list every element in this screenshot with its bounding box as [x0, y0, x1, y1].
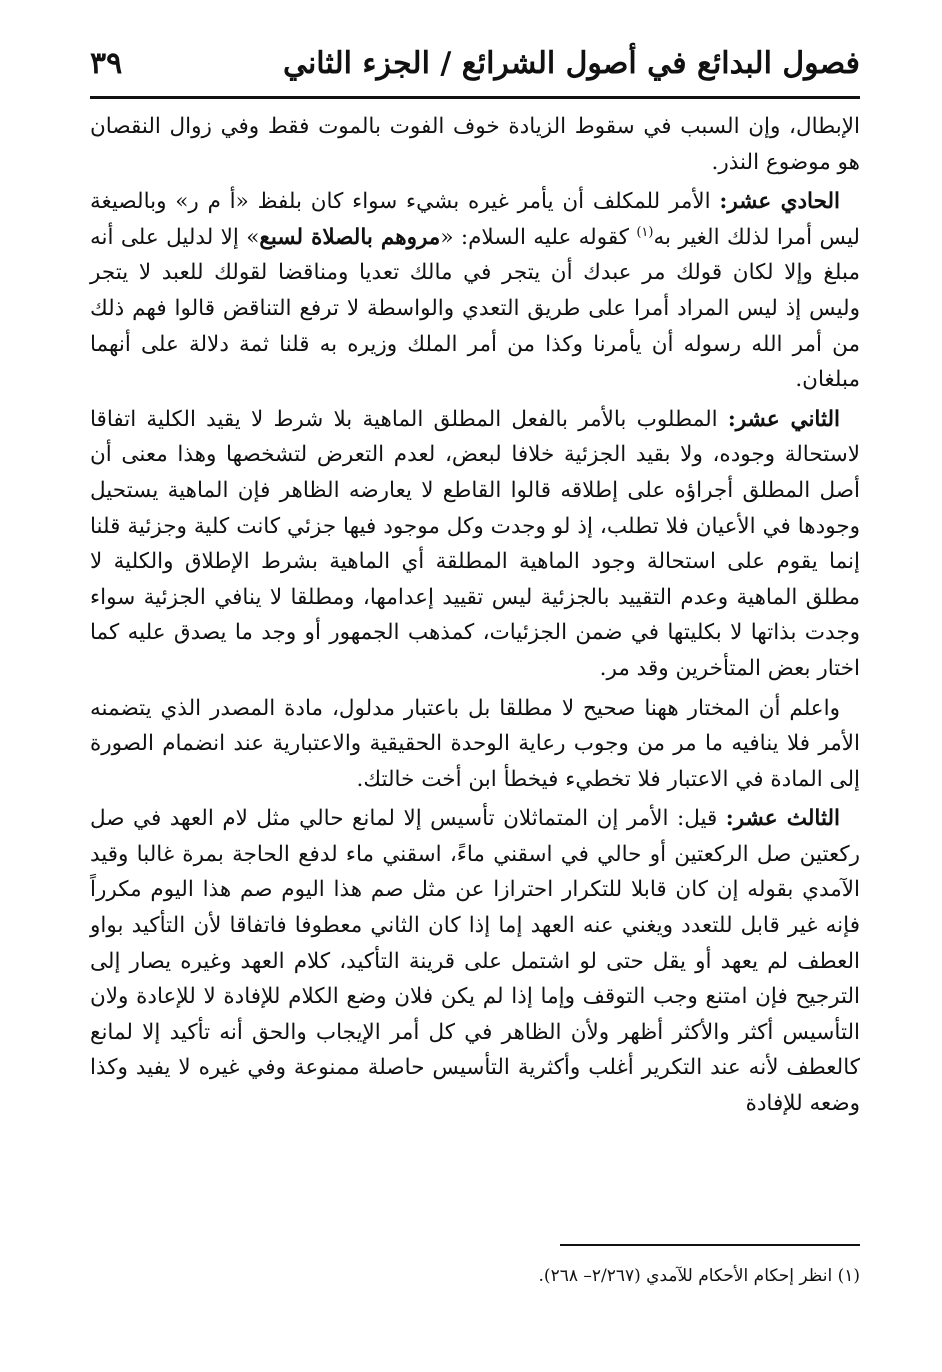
footnote-rule	[560, 1244, 860, 1246]
document-page	[90, 36, 860, 1372]
footnote-reference: (١)	[636, 224, 654, 240]
text-run: قيل: الأمر إن المتماثلان تأسيس إلا لمانع حالي مثل لام العهد في صل ركعتين صل الركعتين أو حالي في اسقني ماءً، اسقني ماء لدفع الحاجة بمرة غالبا وقيد الآمدي بقوله إن كان قابلا للتكرار احترازا عن مثل صم هذا اليوم صم هذا اليوم مكرراً فإنه غير قابل للتعدد ويغني عنه العهد إما إذا كان الثاني معطوفا فاتفاقا لأن التأكيد بواو العطف لم يعهد أو يقل حتى لو اشتمل على قرينة التأكيد، كلام العهد وغيره يصار إلى الترجيح فإن امتنع وجب التوقف وإما إذا لم يكن فلان وضع الكلام للإفادة لا للإعادة ولان التأسيس أكثر والأكثر أظهر ولأن الظاهر في كل أمر الإيجاب والحق أنه تأكيد إلا لمانع كالعطف لأنه عند التكرير أغلب وأكثرية التأسيس حاصلة ممنوعة وفي غيره لا يفيد وكذا وضعه للإفادة	[90, 806, 860, 1117]
section-heading: الحادي عشر:	[719, 189, 840, 215]
hadith-quote: مروهم بالصلاة لسبع	[259, 224, 441, 250]
text-run: الإبطال، وإن السبب في سقوط الزيادة خوف الفوت بالموت فقط وفي زوال النقصان هو موضوع النذر.	[90, 114, 860, 175]
paragraph	[90, 109, 860, 180]
text-run: كقوله عليه السلام: «	[440, 224, 637, 250]
running-header	[90, 36, 860, 92]
paragraph	[90, 691, 860, 798]
book-title: فصول البدائع في أصول الشرائع / الجزء الثاني	[282, 46, 860, 81]
paragraph	[90, 801, 860, 1121]
paragraph	[90, 402, 860, 687]
paragraph	[90, 184, 860, 398]
text-run: واعلم أن المختار ههنا صحيح لا مطلقا بل باعتبار مدلول، مادة المصدر الذي يتضمنه الأمر فلا ينافيه ما مر من وجوب رعاية الوحدة الحقيقية والاعتبارية عند انضمام الصورة إلى المادة في الاعتبار فلا تخطيء فيخطأ ابن أخت خالتك.	[90, 695, 860, 792]
page-number: ٣٩	[90, 46, 123, 81]
section-heading: الثاني عشر:	[727, 406, 840, 432]
header-rule	[90, 96, 860, 99]
text-run: الأمر للمكلف أن يأمر غيره بشيء سواء كان بلفظ «أ م ر» وبالصيغة ليس أمرا لذلك الغير به	[90, 189, 860, 250]
text-run: المطلوب بالأمر بالفعل المطلق الماهية بلا شرط لا يقيد الكلية اتفاقا لاستحالة وجوده، ولا بقيد الجزئية خلافا لبعض، لعدم التعرض لتشخصها وهذا معنى أن أصل المطلق أجراؤه على إطلاقه قالوا القاطع لا يعارضه الظاهر فإن الماهية يستحيل وجودها في الأعيان فلا تطلب، إذ لو وجدت وكل موجود فيها جزئي كانت كلية وجزئية قلنا إنما يقوم على استحالة وجود الماهية المطلقة أي الماهية بشرط الإطلاق والكلية لا مطلق الماهية وعدم التقييد بالجزئية ليس تقييد إعدامها، ومطلقا لا ينافي الجزئية سواء وجدت بذاتها لا بكليتها في ضمن الجزئيات، كمذهب الجمهور أو وجد ما يصدق عليه كما اختار بعض المتأخرين وقد مر.	[90, 406, 860, 681]
body-text	[90, 109, 860, 1122]
text-run: » إلا لدليل على أنه مبلغ وإلا لكان قولك مر عبدك أن يتجر في مالك تعديا ومناقضا لقولك للعبد لا يتجر وليس إذ ليس المراد أمرا على طريق التعدي والواسطة لا ترفع التناقض قالوا فهم ذلك من أمر الله رسوله أن يأمرنا وكذا من أمر الملك وزيره به قلنا ثمة دلالة على أنهما مبلغان.	[90, 224, 860, 393]
footnote: (١) انظر إحكام الأحكام للآمدي (٢/٢٦٧– ٢٦٨).	[538, 1266, 860, 1286]
section-heading: الثالث عشر:	[725, 806, 840, 832]
